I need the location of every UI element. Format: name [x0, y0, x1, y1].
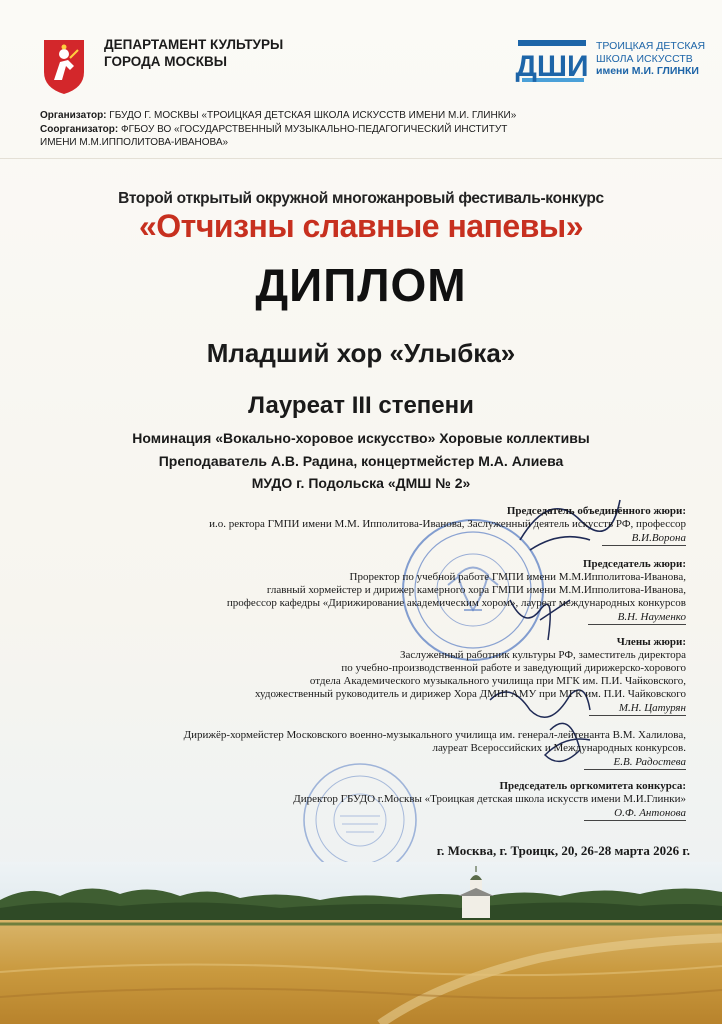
organizers-block: [40, 109, 600, 150]
jury-chair2-description-line2: главный хормейстер и дирижер камерного хора ГМПИ имени М.М.Ипполитова-Иванова,: [266, 584, 686, 596]
school-logo-letters: ДШИ: [515, 50, 589, 83]
teacher-text: Преподаватель А.В. Радина, концертмейстер М.А. Алиева: [158, 453, 564, 469]
coorganizer-text: ФГБОУ ВО «ГОСУДАРСТВЕННЫЙ МУЗЫКАЛЬНО-ПЕДАГОГИЧЕСКИЙ ИНСТИТУТ: [120, 123, 508, 135]
org-committee-block: [126, 780, 686, 821]
department-name-line2: ГОРОДА МОСКВЫ: [104, 54, 227, 69]
wheat-field-landscape-image: [0, 862, 722, 1024]
department-name-line1: ДЕПАРТАМЕНТ КУЛЬТУРЫ: [104, 37, 284, 52]
jury-member1-signature: М.Н. Цатурян: [589, 702, 686, 716]
jury-member1-description-line4: художественный руководитель и дирижер Хора ДМШ АМУ при МГК им. П.И. Чайковского: [254, 688, 686, 700]
jury-member2-signature: Е.В. Радостева: [584, 756, 686, 770]
diploma-heading: ДИПЛОМ: [255, 259, 467, 311]
organizer-line: [40, 109, 600, 123]
jury-member2-description-line2: лауреат Всероссийских и Международных конкурсов.: [432, 742, 686, 754]
jury-chair2-description-line3: профессор кафедры «Дирижирование академическим хором», лауреат международных конкурсов: [226, 597, 686, 609]
jury-chair-block: [126, 505, 686, 546]
school-text: МУДО г. Подольска «ДМШ № 2»: [251, 475, 471, 491]
jury-member2-block: [126, 729, 686, 770]
place-and-date: г. Москва, г. Троицк, 20, 26-28 марта 2026 г.: [436, 843, 690, 858]
contest-title: «Отчизны славные напевы»: [138, 208, 584, 244]
coorganizer-line: [40, 123, 600, 137]
org-committee-description: Директор ГБУДО г.Москвы «Троицкая детская школа искусств имени М.И.Глинки»: [293, 793, 686, 805]
recipient-name: Младший хор «Улыбка»: [206, 338, 516, 368]
school-logo: [508, 38, 592, 86]
org-committee-role: Председатель оргкомитета конкурса:: [499, 780, 686, 792]
jury-members-block: [126, 636, 686, 716]
organizer-label: Организатор:: [40, 110, 107, 121]
org-committee-signature: О.Ф. Антонова: [584, 807, 686, 821]
jury-chair-signature: В.И.Ворона: [602, 532, 686, 546]
jury-member2-description-line1: Дирижёр-хормейстер Московского военно-музыкального училища им. генерал-лейтенанта В.М. Халилова,: [183, 729, 686, 741]
jury-chair2-description-line1: Проректор по учебной работе ГМПИ имени М.М.Ипполитова-Иванова,: [349, 571, 686, 583]
jury-member1-description-line3: отдела Академического музыкального училища при МГК им. П.И. Чайковского,: [309, 675, 686, 687]
school-name-line1: ТРОИЦКАЯ ДЕТСКАЯ: [596, 40, 706, 52]
jury-member1-description-line1: Заслуженный работник культуры РФ, заместитель директора: [400, 649, 686, 661]
jury-chair2-role: Председатель жюри:: [582, 558, 686, 570]
jury-chair2-block: [126, 558, 686, 625]
festival-title: Второй открытый окружной многожанровый фестиваль-конкурс: [118, 190, 604, 207]
header-divider: [0, 158, 722, 159]
school-name: [596, 40, 705, 78]
department-name: [104, 36, 283, 70]
jury-members-role: Члены жюри:: [616, 636, 686, 648]
jury-chair2-signature: В.Н. Науменко: [588, 611, 686, 625]
school-name-line2: ШКОЛА ИСКУССТВ: [596, 52, 693, 65]
jury-chair-role: Председатель объединённого жюри:: [506, 505, 686, 517]
jury-chair-description: и.о. ректора ГМПИ имени М.М. Ипполитова-Иванова, Заслуженный деятель искусств РФ, профессор: [209, 518, 686, 530]
jury-member1-description-line2: по учебно-производственной работе и заведующий дирижерско-хорового: [341, 662, 686, 674]
award-level: Лауреат III степени: [248, 392, 474, 419]
coorganizer-text-continued: ИМЕНИ М.М.ИППОЛИТОВА-ИВАНОВА»: [40, 137, 229, 148]
school-name-line3: имени М.И. ГЛИНКИ: [596, 65, 699, 77]
nomination-text: Номинация «Вокально-хоровое искусство» Хоровые коллективы: [132, 430, 590, 446]
organizer-text: ГБУДО Г. МОСКВЫ «ТРОИЦКАЯ ДЕТСКАЯ ШКОЛА ИСКУССТВ ИМЕНИ М.И. ГЛИНКИ»: [109, 110, 517, 121]
moscow-coat-of-arms-logo: [40, 36, 88, 96]
coorganizer-label: Соорганизатор:: [40, 123, 119, 135]
